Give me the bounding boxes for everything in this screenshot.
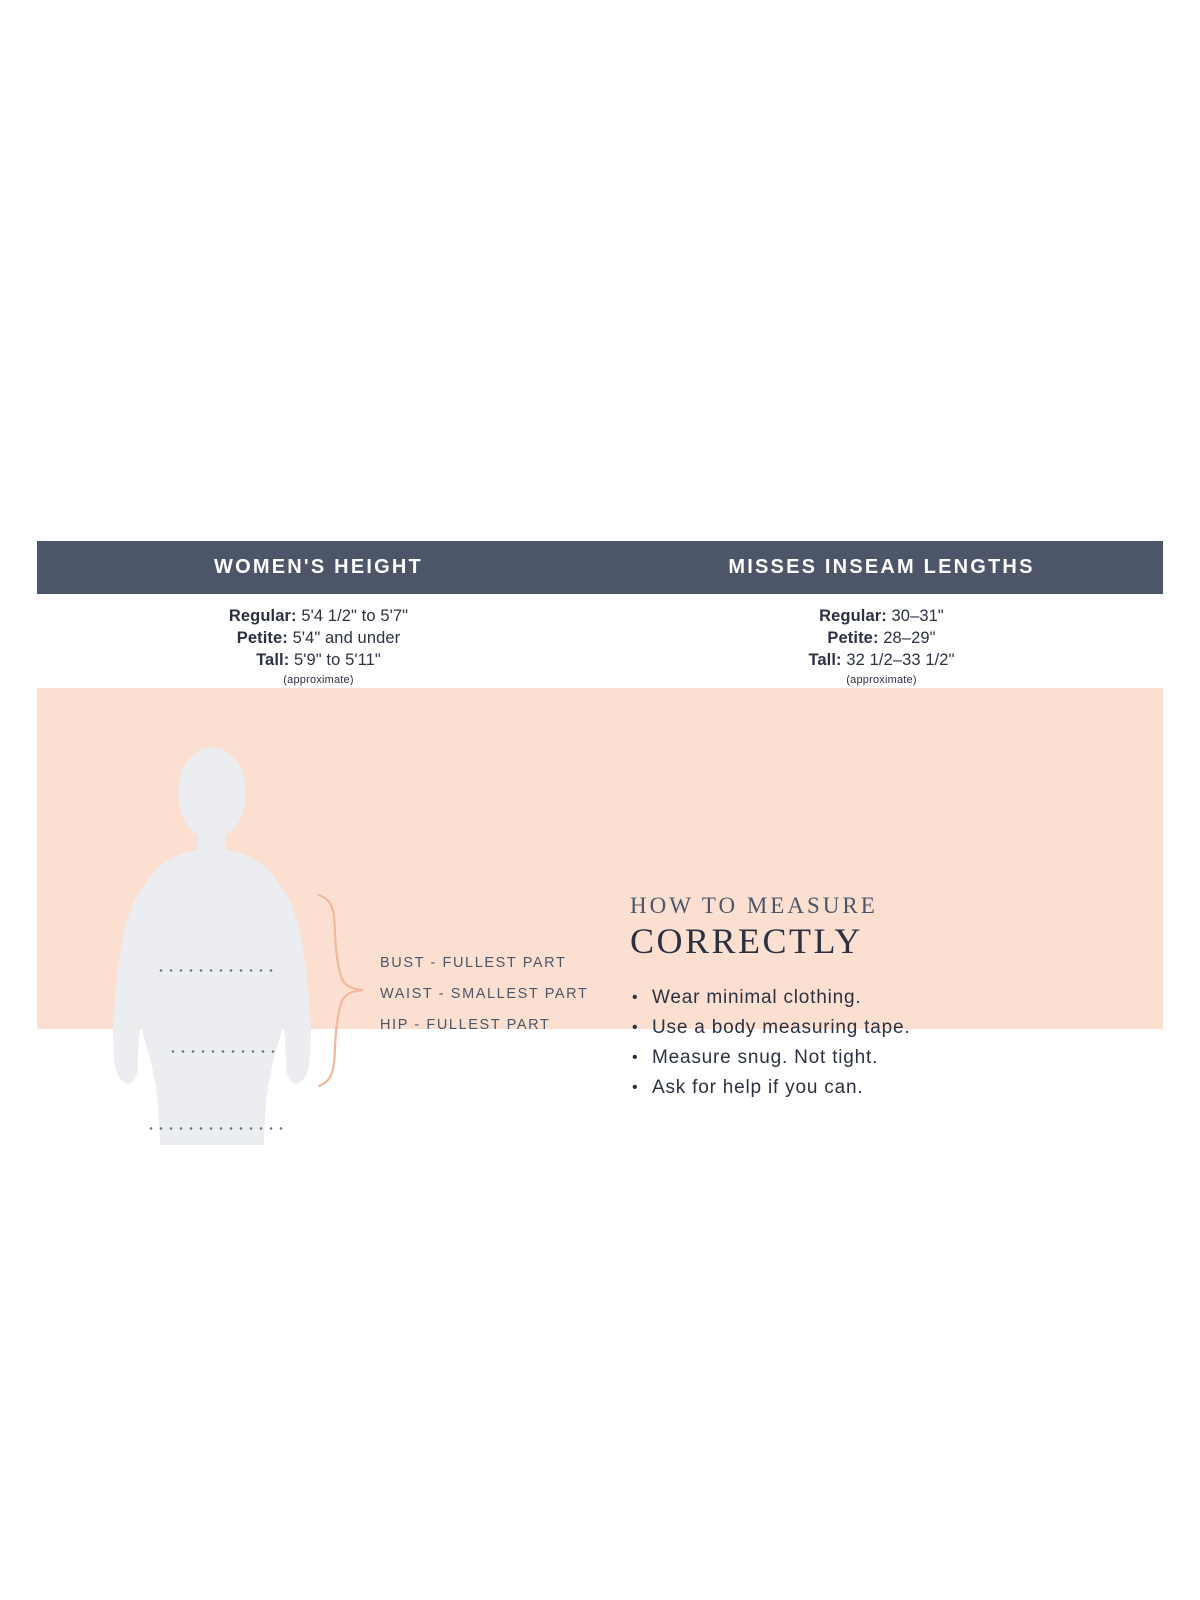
measure-panel [37,688,1163,1098]
inseam-regular-line [819,605,944,627]
label-hip: HIP - FULLEST PART [380,1017,551,1033]
hip-measure-line [146,1127,284,1130]
inseam-petite-value: 28–29" [883,629,936,647]
brace-bracket-icon [317,893,367,1088]
inseam-regular-label: Regular: [819,607,887,625]
how-to-measure-title: CORRECTLY [630,921,863,961]
height-tall-line [256,649,381,671]
height-regular-label: Regular: [228,607,297,625]
header-misses-inseam-lengths: MISSES INSEAM LENGTHS [728,556,1035,578]
tip-item: • Use a body measuring tape. [630,1013,1130,1043]
height-petite-value: 5'4" and under [292,629,401,647]
inseam-approx-note: (approximate) [846,674,917,686]
tip-item: • Wear minimal clothing. [630,983,1130,1013]
waist-measure-line [168,1050,274,1053]
measure-label-list [380,948,640,1041]
height-regular-line [229,605,408,627]
height-regular-value: 5'4 1/2" to 5'7" [301,607,409,625]
height-tall-label: Tall: [256,651,290,669]
info-strip [37,594,1163,688]
height-tall-value: 5'9" to 5'11" [293,651,381,669]
inseam-tall-line [808,649,954,671]
measure-tips-list [630,983,1130,1103]
inseam-regular-value: 30–31" [891,607,944,625]
header-bar [37,541,1163,594]
height-approx-note: (approximate) [283,674,354,686]
height-petite-line [237,627,401,649]
header-womens-height: WOMEN'S HEIGHT [214,556,423,578]
tip-item: • Ask for help if you can. [630,1073,1130,1103]
label-bust: BUST - FULLEST PART [380,955,567,971]
size-guide-card [37,541,1163,1098]
inseam-petite-label: Petite: [827,629,879,647]
misses-inseam-values [600,594,1163,688]
how-to-measure-section [630,893,1130,1103]
inseam-tall-value: 32 1/2–33 1/2" [846,651,955,669]
inseam-tall-label: Tall: [808,651,842,669]
label-waist: WAIST - SMALLEST PART [380,986,589,1002]
height-petite-label: Petite: [236,629,288,647]
body-silhouette-icon [72,745,332,1145]
inseam-petite-line [827,627,935,649]
bust-measure-line [156,969,274,972]
how-to-measure-kicker: HOW TO MEASURE [630,893,878,918]
womens-height-values [37,594,600,688]
tip-item: • Measure snug. Not tight. [630,1043,1130,1073]
